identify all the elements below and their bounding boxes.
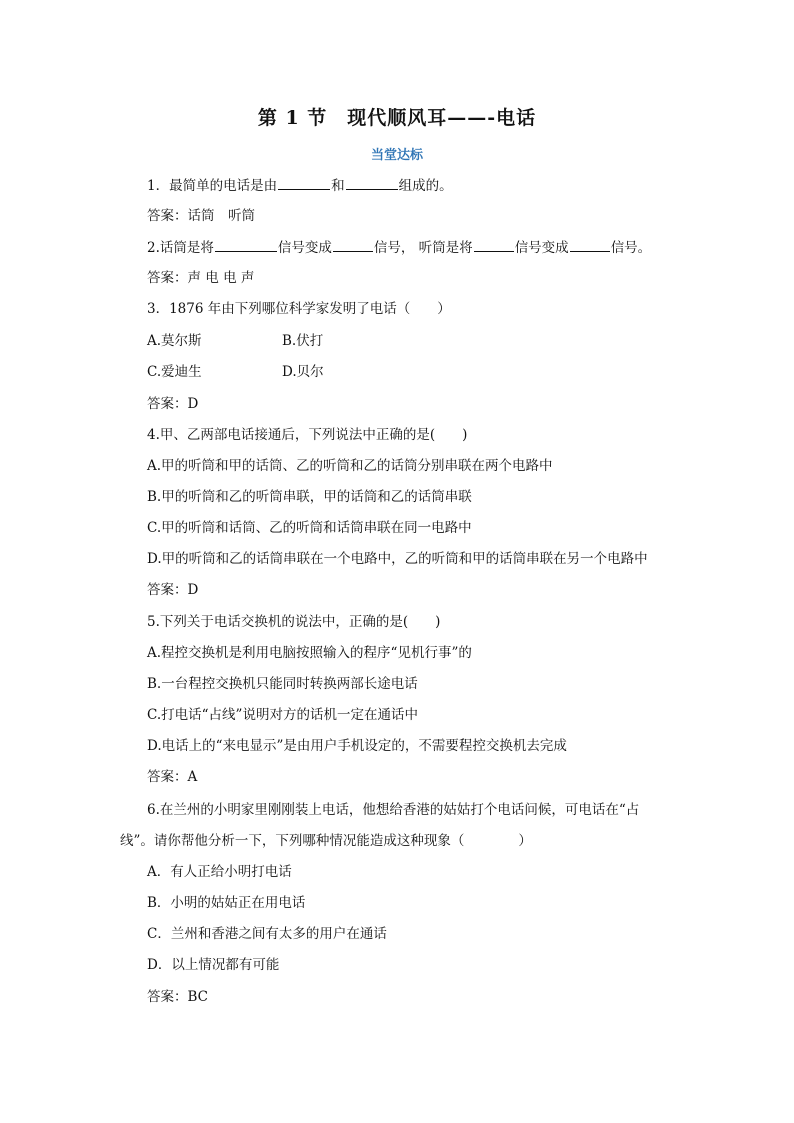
answer-2: 答案：声 电 电 声 [147, 270, 255, 286]
answer-blank [346, 175, 398, 190]
options-row [147, 362, 324, 382]
option-d: D.电话上的“来电显示”是由用户手机设定的，不需要程控交换机去完成 [147, 738, 567, 754]
option-b: B.一台程控交换机只能同时转换两部长途电话 [147, 676, 418, 692]
question-6-line-2: 线”。请你帮他分析一下，下列哪种情况能造成这种现象（ ） [120, 833, 532, 849]
option-c: C.爱迪生 [147, 364, 202, 380]
answer-6: 答案：BC [147, 989, 209, 1005]
answer-blank [474, 237, 514, 252]
option-b: B.伏打 [282, 333, 324, 349]
question-1 [147, 175, 453, 196]
option-b: B．小明的姑姑正在用电话 [147, 895, 306, 911]
question-2 [147, 237, 651, 258]
question-4: 4.甲、乙两部电话接通后，下列说法中正确的是( ) [147, 427, 468, 443]
answer-blank [333, 237, 373, 252]
answer-blank [278, 175, 330, 190]
answer-blank [215, 237, 277, 252]
question-text: 信号变成 [277, 240, 332, 256]
options-row [147, 331, 323, 351]
option-c: C．兰州和香港之间有太多的用户在通话 [147, 926, 387, 942]
question-text: 组成的。 [398, 178, 453, 194]
question-text: 和 [331, 178, 345, 194]
option-b: B.甲的听筒和乙的听筒串联，甲的话筒和乙的话筒串联 [147, 489, 472, 505]
question-text: 1．最简单的电话是由 [147, 178, 278, 194]
question-text: 2.话筒是将 [147, 240, 214, 256]
option-a: A.程控交换机是利用电脑按照输入的程序“见机行事”的 [147, 645, 472, 661]
question-6-line-1: 6.在兰州的小明家里刚刚装上电话，他想给香港的姑姑打个电话问候，可电话在“占 [147, 802, 640, 818]
option-c: C.甲的听筒和话筒、乙的听筒和话筒串联在同一电路中 [147, 520, 472, 536]
option-a: A．有人正给小明打电话 [147, 864, 292, 880]
question-text: 信号， 听筒是将 [373, 240, 473, 256]
question-text: 信号。 [610, 240, 652, 256]
option-c: C.打电话“占线”说明对方的话机一定在通话中 [147, 707, 418, 723]
option-a: A.莫尔斯 [147, 333, 202, 349]
option-a: A.甲的听筒和甲的话筒、乙的听筒和乙的话筒分别串联在两个电路中 [147, 458, 553, 474]
option-d: D.贝尔 [282, 364, 324, 380]
answer-3: 答案：D [147, 396, 199, 412]
page-title: 第 1 节 现代顺风耳——-电话 [257, 107, 537, 129]
answer-blank [570, 237, 610, 252]
option-d: D．以上情况都有可能 [147, 957, 280, 973]
answer-4: 答案：D [147, 582, 199, 598]
section-subtitle: 当堂达标 [370, 148, 423, 163]
question-5: 5.下列关于电话交换机的说法中，正确的是( ) [147, 614, 441, 630]
answer-5: 答案：A [147, 769, 198, 785]
option-d: D.甲的听筒和乙的话筒串联在一个电路中，乙的听筒和甲的话筒串联在另一个电路中 [147, 551, 648, 567]
answer-1: 答案：话筒 听筒 [147, 208, 255, 224]
question-text: 信号变成 [514, 240, 569, 256]
question-3: 3．1876 年由下列哪位科学家发明了电话（ ） [147, 301, 451, 317]
